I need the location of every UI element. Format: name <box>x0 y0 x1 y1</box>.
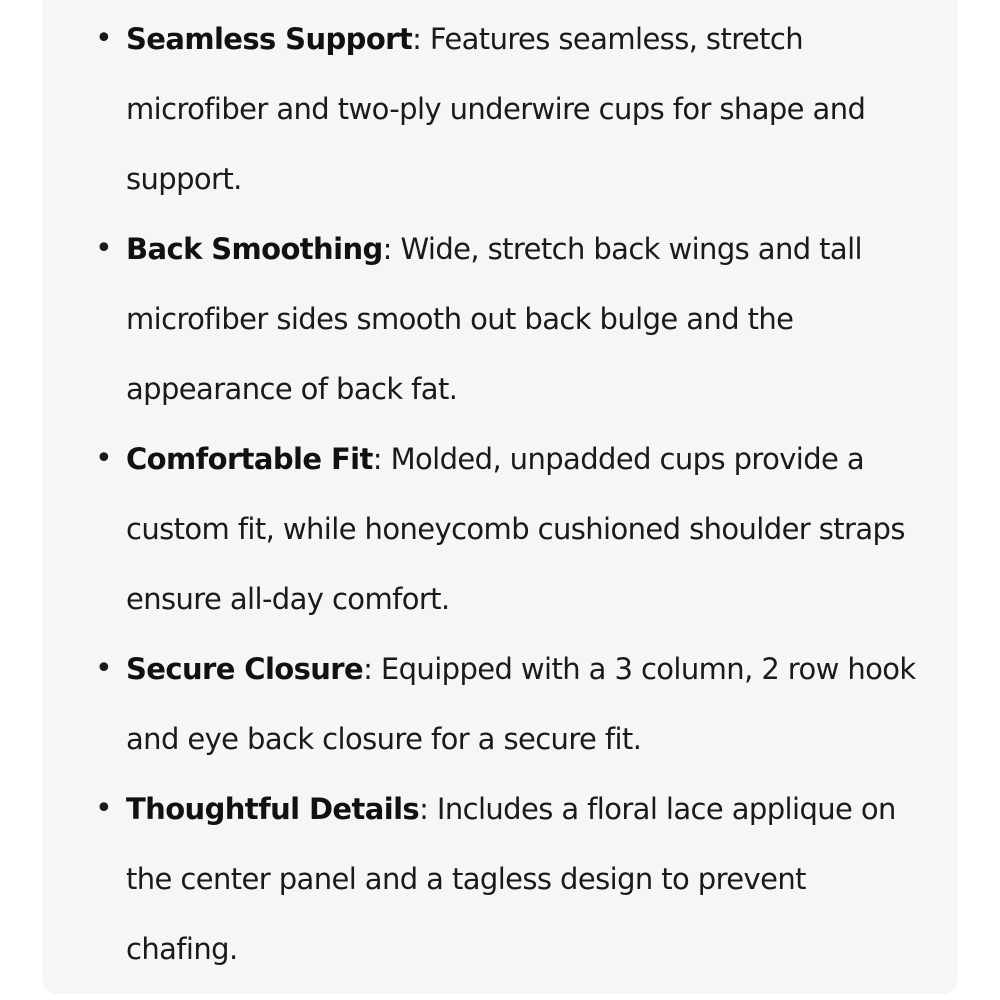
feature-item-back-smoothing <box>95 214 926 424</box>
feature-description: : Equipped with a 3 column, 2 row hook and eye back closure for a secure fit. <box>126 652 916 756</box>
bullet-icon: • <box>95 651 113 686</box>
feature-item-seamless-support <box>95 4 926 214</box>
feature-term: Secure Closure <box>126 652 364 686</box>
feature-item-thoughtful-details <box>95 774 926 984</box>
feature-description: : Molded, unpadded cups provide a custom fit, while honeycomb cushioned shoulder straps ensure all-day comfort. <box>126 442 905 616</box>
feature-description: : Features seamless, stretch microfiber and two-ply underwire cups for shape and support. <box>126 22 866 196</box>
feature-term: Comfortable Fit <box>126 442 373 476</box>
feature-term: Thoughtful Details <box>126 792 420 826</box>
feature-list <box>95 4 926 984</box>
bullet-icon: • <box>95 231 113 266</box>
feature-item-secure-closure <box>95 634 926 774</box>
bullet-icon: • <box>95 791 113 826</box>
feature-description: : Includes a floral lace applique on the center panel and a tagless design to prevent chafing. <box>126 792 896 966</box>
feature-item-comfortable-fit <box>95 424 926 634</box>
bullet-icon: • <box>95 21 113 56</box>
bullet-icon: • <box>95 441 113 476</box>
feature-description: : Wide, stretch back wings and tall microfiber sides smooth out back bulge and the appearance of back fat. <box>126 232 863 406</box>
feature-term: Seamless Support <box>126 22 413 56</box>
feature-term: Back Smoothing <box>126 232 383 266</box>
